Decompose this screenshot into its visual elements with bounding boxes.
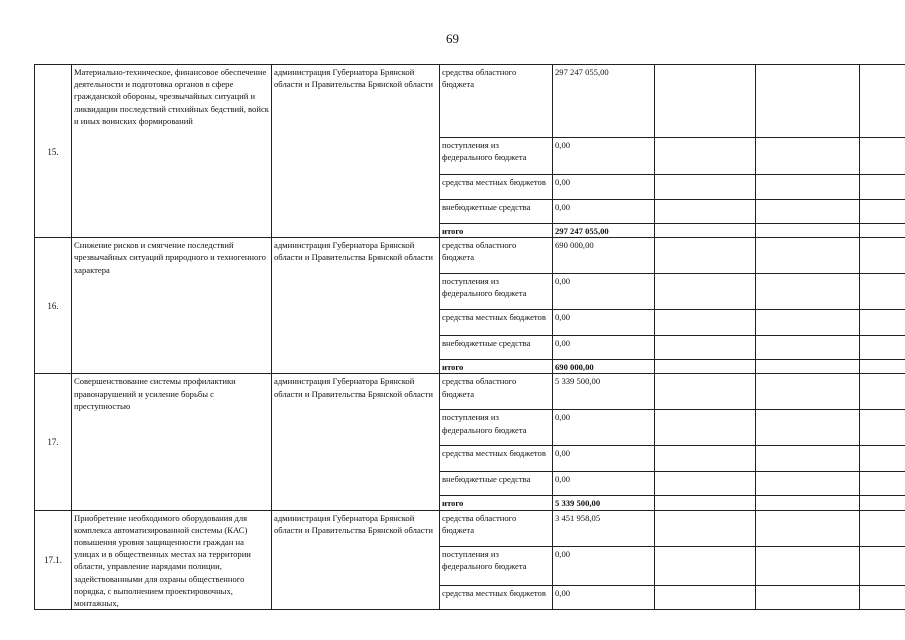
source-label: внебюджетные средства <box>440 336 553 360</box>
empty-cell <box>655 65 756 138</box>
source-label: поступления из федерального бюджета <box>440 138 553 175</box>
empty-cell <box>860 274 905 310</box>
activity-name: Снижение рисков и смягчение последствий чрезвычайных ситуаций природного и техногенного характера <box>72 238 272 374</box>
source-label: поступления из федерального бюджета <box>440 547 553 586</box>
source-value: 0,00 <box>553 547 655 586</box>
empty-cell <box>860 224 905 238</box>
row-number: 16. <box>35 238 72 374</box>
total-label: итого <box>440 224 553 238</box>
source-value: 690 000,00 <box>553 238 655 274</box>
empty-cell <box>860 446 905 472</box>
page-number: 69 <box>446 31 459 46</box>
table-row <box>35 65 905 138</box>
executor: администрация Губернатора Брянской области и Правительства Брянской области <box>272 238 440 374</box>
table-row <box>35 238 905 274</box>
row-number: 15. <box>35 65 72 238</box>
empty-cell <box>655 175 756 200</box>
row-number: 17.1. <box>35 510 72 610</box>
total-label: итого <box>440 360 553 374</box>
empty-cell <box>756 472 860 496</box>
source-label: средства областного бюджета <box>440 374 553 410</box>
source-label: средства местных бюджетов <box>440 585 553 609</box>
source-value: 0,00 <box>553 585 655 609</box>
empty-cell <box>655 138 756 175</box>
empty-cell <box>756 224 860 238</box>
empty-cell <box>655 310 756 336</box>
source-value: 0,00 <box>553 410 655 446</box>
empty-cell <box>860 238 905 274</box>
empty-cell <box>756 360 860 374</box>
empty-cell <box>756 510 860 547</box>
empty-cell <box>860 472 905 496</box>
source-label: внебюджетные средства <box>440 472 553 496</box>
empty-cell <box>860 65 905 138</box>
activity-name: Приобретение необходимого оборудования для комплекса автоматизированной системы (КАС) повышения уровня защищенности граждан на улицах и в общественных местах на территории области, управление нарядами полиции, задействованными для охраны общественного порядка, с выполнением проектировочных, монтажных, <box>72 510 272 610</box>
empty-cell <box>860 336 905 360</box>
empty-cell <box>756 65 860 138</box>
activity-name: Материально-техническое, финансовое обеспечение деятельности и подготовка органов в сфере гражданской обороны, чрезвычайных ситуаций и ликвидации последствий стихийных бедствий, войск и иных воинских формирований <box>72 65 272 238</box>
empty-cell <box>756 200 860 224</box>
source-label: поступления из федерального бюджета <box>440 410 553 446</box>
activity-name: Совершенствование системы профилактики правонарушений и усиление борьбы с преступностью <box>72 374 272 510</box>
executor: администрация Губернатора Брянской области и Правительства Брянской области <box>272 374 440 510</box>
empty-cell <box>860 310 905 336</box>
empty-cell <box>860 547 905 586</box>
source-value: 5 339 500,00 <box>553 374 655 410</box>
total-value: 690 000,00 <box>553 360 655 374</box>
empty-cell <box>756 496 860 510</box>
empty-cell <box>655 472 756 496</box>
empty-cell <box>756 374 860 410</box>
empty-cell <box>655 274 756 310</box>
empty-cell <box>756 175 860 200</box>
empty-cell <box>655 585 756 609</box>
source-label: средства областного бюджета <box>440 510 553 547</box>
source-value: 0,00 <box>553 138 655 175</box>
executor: администрация Губернатора Брянской области и Правительства Брянской области <box>272 65 440 238</box>
total-value: 5 339 500,00 <box>553 496 655 510</box>
table-row <box>35 374 905 410</box>
source-value: 0,00 <box>553 274 655 310</box>
source-label: внебюджетные средства <box>440 200 553 224</box>
empty-cell <box>860 510 905 547</box>
empty-cell <box>756 238 860 274</box>
empty-cell <box>655 224 756 238</box>
source-label: средства областного бюджета <box>440 65 553 138</box>
empty-cell <box>860 410 905 446</box>
source-value: 0,00 <box>553 472 655 496</box>
table-row <box>35 510 905 547</box>
empty-cell <box>756 336 860 360</box>
empty-cell <box>860 496 905 510</box>
empty-cell <box>655 238 756 274</box>
source-value: 0,00 <box>553 175 655 200</box>
empty-cell <box>860 200 905 224</box>
empty-cell <box>860 138 905 175</box>
source-label: средства местных бюджетов <box>440 310 553 336</box>
empty-cell <box>756 138 860 175</box>
empty-cell <box>655 336 756 360</box>
empty-cell <box>756 410 860 446</box>
source-label: средства местных бюджетов <box>440 446 553 472</box>
source-value: 0,00 <box>553 200 655 224</box>
empty-cell <box>756 585 860 609</box>
empty-cell <box>756 547 860 586</box>
empty-cell <box>860 175 905 200</box>
funding-table <box>34 64 905 610</box>
empty-cell <box>655 360 756 374</box>
empty-cell <box>860 374 905 410</box>
empty-cell <box>756 446 860 472</box>
empty-cell <box>655 200 756 224</box>
empty-cell <box>860 360 905 374</box>
source-value: 0,00 <box>553 446 655 472</box>
empty-cell <box>655 410 756 446</box>
total-value: 297 247 055,00 <box>553 224 655 238</box>
executor: администрация Губернатора Брянской области и Правительства Брянской области <box>272 510 440 610</box>
source-value: 0,00 <box>553 336 655 360</box>
empty-cell <box>655 547 756 586</box>
source-value: 0,00 <box>553 310 655 336</box>
source-value: 3 451 958,05 <box>553 510 655 547</box>
empty-cell <box>655 446 756 472</box>
total-label: итого <box>440 496 553 510</box>
source-label: средства местных бюджетов <box>440 175 553 200</box>
source-label: поступления из федерального бюджета <box>440 274 553 310</box>
empty-cell <box>756 274 860 310</box>
empty-cell <box>655 374 756 410</box>
empty-cell <box>655 496 756 510</box>
source-value: 297 247 055,00 <box>553 65 655 138</box>
row-number: 17. <box>35 374 72 510</box>
empty-cell <box>860 585 905 609</box>
empty-cell <box>756 310 860 336</box>
empty-cell <box>655 510 756 547</box>
source-label: средства областного бюджета <box>440 238 553 274</box>
